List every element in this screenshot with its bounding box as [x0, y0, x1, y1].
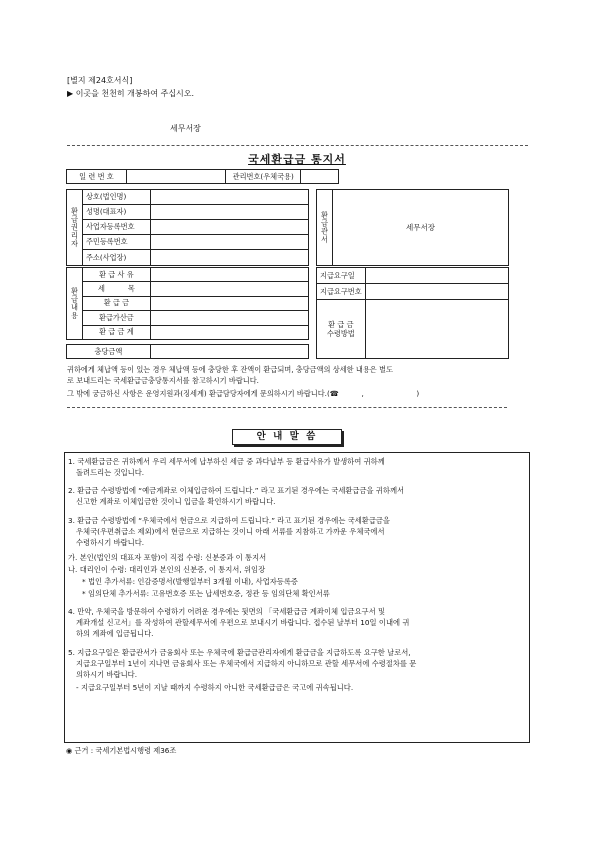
- office-label: 세무서장: [170, 124, 201, 133]
- serial-row: [66, 169, 339, 184]
- guide-item-4b: 계좌개설 신고서」를 작성하여 관할세무서에 우편으로 보내시기 바랍니다. 접수된 날부터 10일 이내에 귀: [76, 618, 410, 627]
- recipient-field-value: [150, 190, 308, 205]
- serial-number-label: 일 련 번 호: [67, 170, 127, 184]
- refund-office-value: 세무서장: [332, 190, 508, 266]
- refund-office-group-label: 환급관서: [317, 190, 333, 266]
- guide-item-3b: 우체국(우편취급소 제외)에서 현금으로 지급하는 것이니 아래 서류를 지참하고 가까운 우체국에서: [76, 527, 385, 536]
- refund-field-value: [150, 325, 308, 339]
- guide-item-2a: 2. 환급금 수령방법에 “예금계좌로 이체입금하여 드립니다.” 라고 표기된 경우에는 국세환급금을 귀하께서: [68, 486, 405, 495]
- recipient-field-value: [150, 250, 308, 266]
- payment-date-value: [365, 268, 508, 284]
- legal-basis: ◉ 근거 : 국세기본법시행령 제36조: [66, 746, 177, 755]
- recipient-group-label: 환급권리자: [67, 190, 83, 266]
- guide-item-5a: 5. 지급요구일은 환급관서가 금융회사 또는 우체국에 환급금관리자에게 환급금을 지급하도록 요구한 날로서,: [68, 648, 411, 657]
- refund-detail-table: [66, 267, 309, 340]
- receipt-method-value: [365, 300, 508, 359]
- recipient-field-label: 주민등록번호: [82, 235, 150, 250]
- guide-item-4a: 4. 만약, 우체국을 방문하여 수령하기 어려운 경우에는 뒷면의 「국세환급금 계좌이체 입금요구서 및: [68, 607, 385, 616]
- open-instruction: ▶ 이곳을 천천히 개봉하여 주십시오.: [67, 89, 195, 98]
- refund-field-value: [150, 311, 308, 325]
- payment-table: [316, 267, 509, 359]
- guide-item-3c: 수령하시기 바랍니다.: [76, 538, 145, 547]
- recipient-field-label: 주소(사업장): [82, 250, 150, 266]
- refund-field-label: 환급가산금: [82, 311, 150, 325]
- guide-item-1b: 돌려드리는 것입니다.: [76, 468, 145, 477]
- recipient-field-label: 사업자등록번호: [82, 220, 150, 235]
- refund-field-label: 환 급 사 유: [82, 268, 150, 282]
- form-code: [별지 제24호서식]: [67, 76, 133, 85]
- appropriation-row: [66, 344, 309, 359]
- recipient-table: [66, 189, 309, 266]
- refund-field-label: 환 급 금 계: [82, 325, 150, 339]
- payment-date-label: 지급요구일: [317, 268, 366, 284]
- refund-group-label: 환급내용: [67, 268, 83, 340]
- recipient-field-label: 상호(법인명): [82, 190, 150, 205]
- payment-number-label: 지급요구번호: [317, 284, 366, 300]
- guide-title: 안 내 말 씀: [232, 429, 342, 445]
- refund-field-value: [150, 296, 308, 310]
- guide-item-5c: 의하시기 바랍니다.: [76, 670, 138, 679]
- cut-line-top: [67, 145, 528, 146]
- guide-item-4c: 하의 계좌에 입금됩니다.: [76, 629, 154, 638]
- recipient-field-value: [150, 235, 308, 250]
- document-title: 국세환급금 통지서: [248, 153, 346, 166]
- management-number-label: 관리번호(우체국용): [226, 170, 301, 184]
- guide-item-3-na: 나. 대리인이 수령: 대리인과 본인의 신분증, 이 통지서, 위임장: [68, 565, 266, 574]
- guide-item-2b: 신고한 계좌로 이체입금한 것이니 입금을 확인하시기 바랍니다.: [76, 497, 276, 506]
- serial-number-value: [126, 170, 225, 184]
- guide-item-5b: 지급요구일부터 1년이 지나면 금융회사 또는 우체국에서 지급하지 아니하므로 관할 세무서에 수령절차를 문: [76, 659, 417, 668]
- refund-field-value: [150, 282, 308, 296]
- cut-line-bottom: [67, 407, 507, 408]
- refund-office-table: [316, 189, 509, 266]
- receipt-method-label: 환 급 금 수령방법: [317, 300, 366, 359]
- note-line-2: 로 보내드리는 국세환급금충당통지서를 참고하시기 바랍니다.: [67, 376, 259, 385]
- guide-item-3-assoc: * 임의단체 추가서류: 고유번호증 또는 납세번호증, 정관 등 임의단체 확인서류: [82, 589, 330, 598]
- guide-item-3-corp: * 법인 추가서류: 인감증명서(발행일부터 3개월 이내), 사업자등록증: [82, 577, 298, 586]
- recipient-field-value: [150, 205, 308, 220]
- refund-field-label: 세 목: [82, 282, 150, 296]
- guide-item-5d: - 지급요구일부터 5년이 지날 때까지 수령하지 아니한 국세환급금은 국고에 귀속됩니다.: [76, 683, 354, 692]
- guide-item-3-ga: 가. 본인(법인의 대표자 포함)이 직접 수령: 신분증과 이 통지서: [68, 553, 267, 562]
- refund-field-value: [150, 268, 308, 282]
- appropriation-value: [150, 345, 308, 359]
- guide-item-3a: 3. 환급금 수령방법에 “우체국에서 현금으로 지급하여 드립니다.” 라고 표기된 경우에는 국세환급금을: [68, 516, 390, 525]
- recipient-field-label: 성명(대표자): [82, 205, 150, 220]
- note-line-1: 귀하에게 체납액 등이 있는 경우 체납액 등에 충당한 후 잔액이 환급되며, 충당금액의 상세한 내용은 별도: [67, 365, 393, 374]
- refund-field-label: 환 급 금: [82, 296, 150, 310]
- management-number-value: [301, 170, 339, 184]
- recipient-field-value: [150, 220, 308, 235]
- guide-item-1a: 1. 국세환급금은 귀하께서 우리 세무서에 납부하신 세금 중 과다납부 등 환급사유가 발생하여 귀하께: [68, 457, 385, 466]
- appropriation-label: 충당금액: [67, 345, 151, 359]
- payment-number-value: [365, 284, 508, 300]
- note-line-3: 그 밖에 궁금하신 사항은 운영지원과(징세계) 환급담당자에게 문의하시기 바랍니다.(☎ , ): [67, 389, 420, 398]
